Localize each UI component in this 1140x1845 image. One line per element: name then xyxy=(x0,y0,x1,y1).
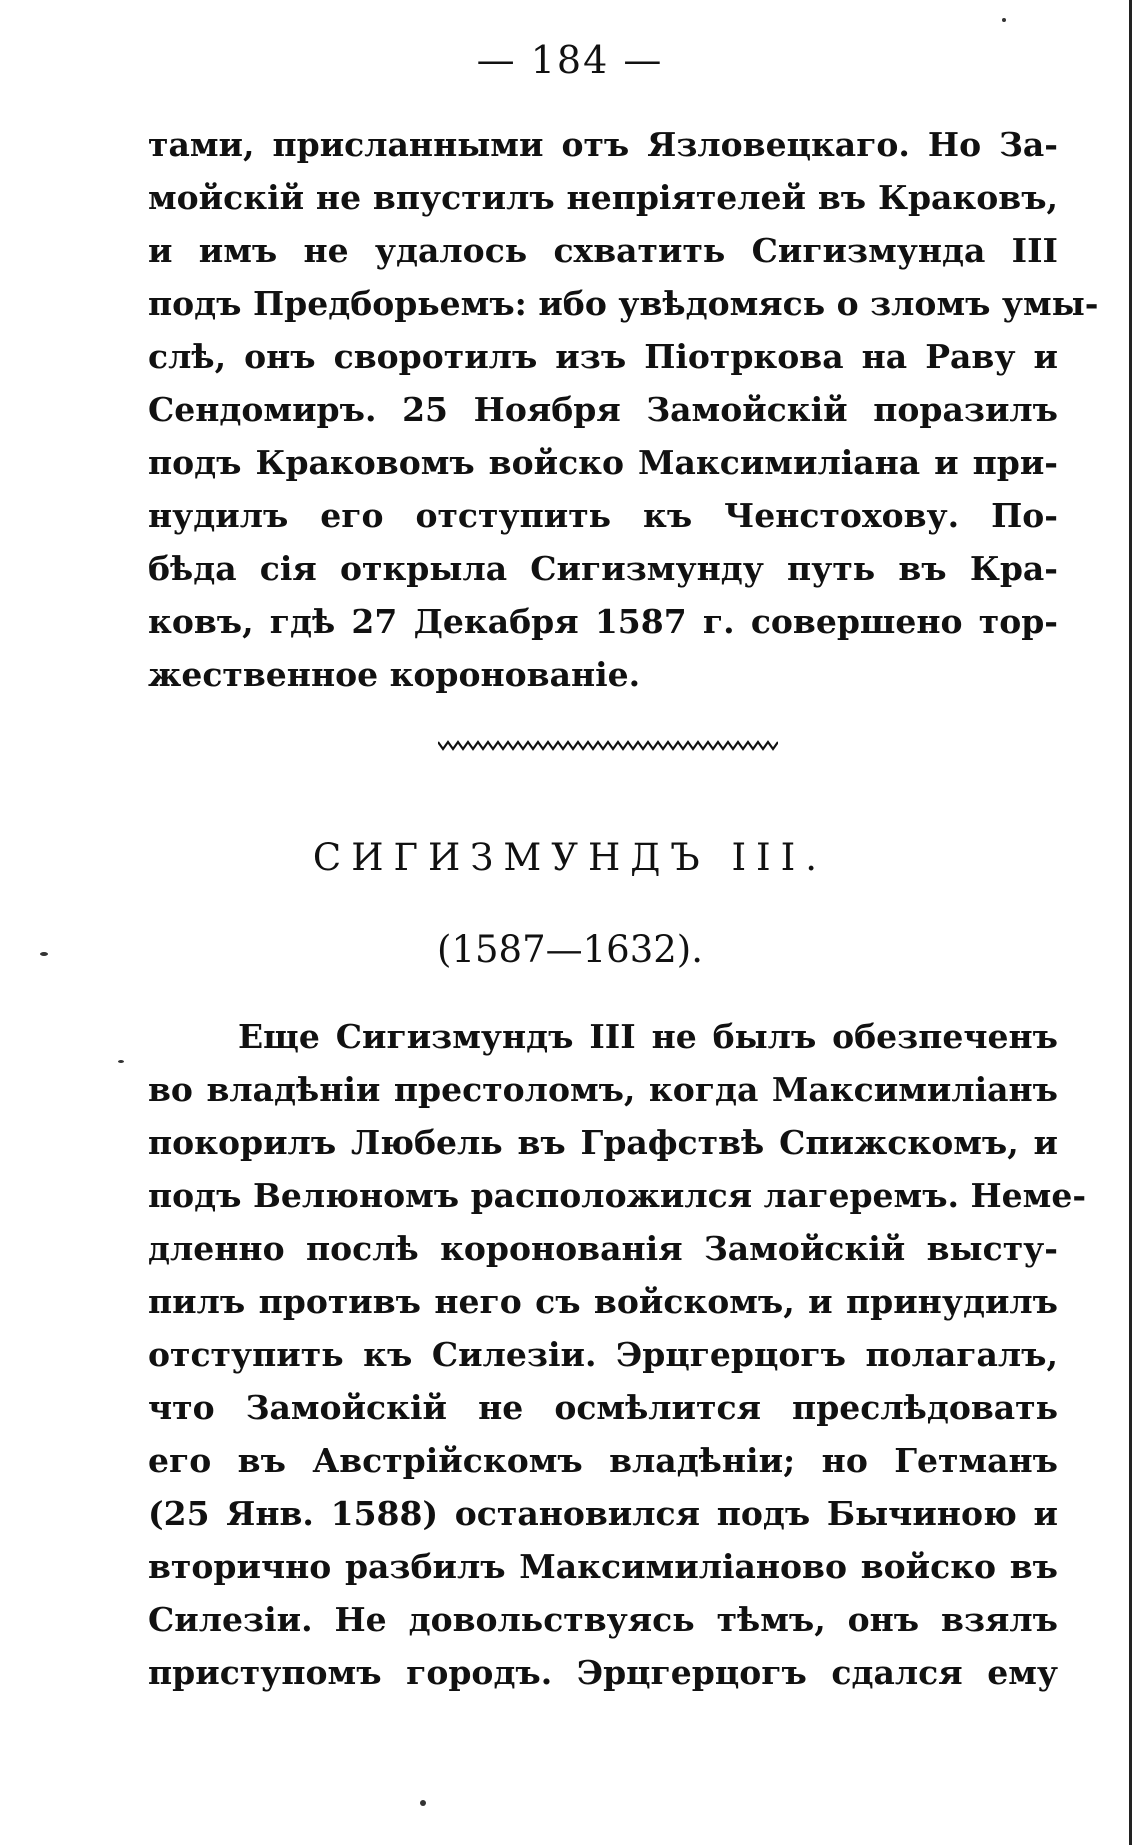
scan-speck xyxy=(420,1800,426,1806)
text-line: его въ Австрійскомъ владѣніи; но Гетманъ xyxy=(148,1441,1058,1480)
scan-speck xyxy=(1002,18,1006,22)
scan-speck xyxy=(118,1060,124,1063)
text-line: подъ Краковомъ войско Максимиліана и при- xyxy=(148,443,1058,482)
page-edge-shadow xyxy=(1129,0,1132,1845)
chapter-title: СИГИЗМУНДЪ III. xyxy=(312,836,828,879)
scan-speck xyxy=(40,952,48,956)
text-line: покорилъ Любель въ Графствѣ Спижскомъ, и xyxy=(148,1123,1058,1162)
text-line: пилъ противъ него съ войскомъ, и принудилъ xyxy=(148,1282,1058,1321)
text-block-continued xyxy=(148,118,1099,701)
text-line: нудилъ его отступить къ Ченстохову. По- xyxy=(148,496,1058,535)
text-line: во владѣніи престоломъ, когда Максимиліанъ xyxy=(148,1070,1058,1109)
text-line: дленно послѣ коронованія Замойскій высту- xyxy=(148,1229,1058,1268)
divider-ornament xyxy=(438,738,778,752)
page-number: — 184 — xyxy=(476,38,664,82)
text-line: жественное коронованіе. xyxy=(148,655,641,694)
text-line: ковъ, гдѣ 27 Декабря 1587 г. совершено тор- xyxy=(148,602,1058,641)
text-line: отступить къ Силезіи. Эрцгерцогъ полагалъ, xyxy=(148,1335,1058,1374)
text-line: Еще Сигизмундъ III не былъ обезпеченъ xyxy=(238,1017,1058,1056)
text-line: мойскій не впустилъ непріятелей въ Краковъ, xyxy=(148,178,1058,217)
text-line: приступомъ городъ. Эрцгерцогъ сдался ему xyxy=(148,1653,1058,1692)
text-line: вторично разбилъ Максимиліаново войско въ xyxy=(148,1547,1058,1586)
text-line: слѣ, онъ своротилъ изъ Піотркова на Раву и xyxy=(148,337,1058,376)
text-line: что Замойскій не осмѣлится преслѣдовать xyxy=(148,1388,1058,1427)
text-line: подъ Предборьемъ: ибо увѣдомясь о зломъ умы- xyxy=(148,284,1099,323)
text-line: тами, присланными отъ Язловецкаго. Но За- xyxy=(148,125,1058,164)
text-line: и имъ не удалось схватить Сигизмунда III xyxy=(148,231,1058,270)
text-line: бѣда сія открыла Сигизмунду путь въ Кра- xyxy=(148,549,1058,588)
text-line: (25 Янв. 1588) остановился подъ Бычиною и xyxy=(148,1494,1058,1533)
text-line: Сендомиръ. 25 Ноября Замойскій поразилъ xyxy=(148,390,1058,429)
text-block-chapter xyxy=(148,1010,1087,1699)
text-line: Силезіи. Не довольствуясь тѣмъ, онъ взялъ xyxy=(148,1600,1058,1639)
chapter-years: (1587—1632). xyxy=(437,928,703,971)
text-line: подъ Велюномъ расположился лагеремъ. Неме- xyxy=(148,1176,1087,1215)
